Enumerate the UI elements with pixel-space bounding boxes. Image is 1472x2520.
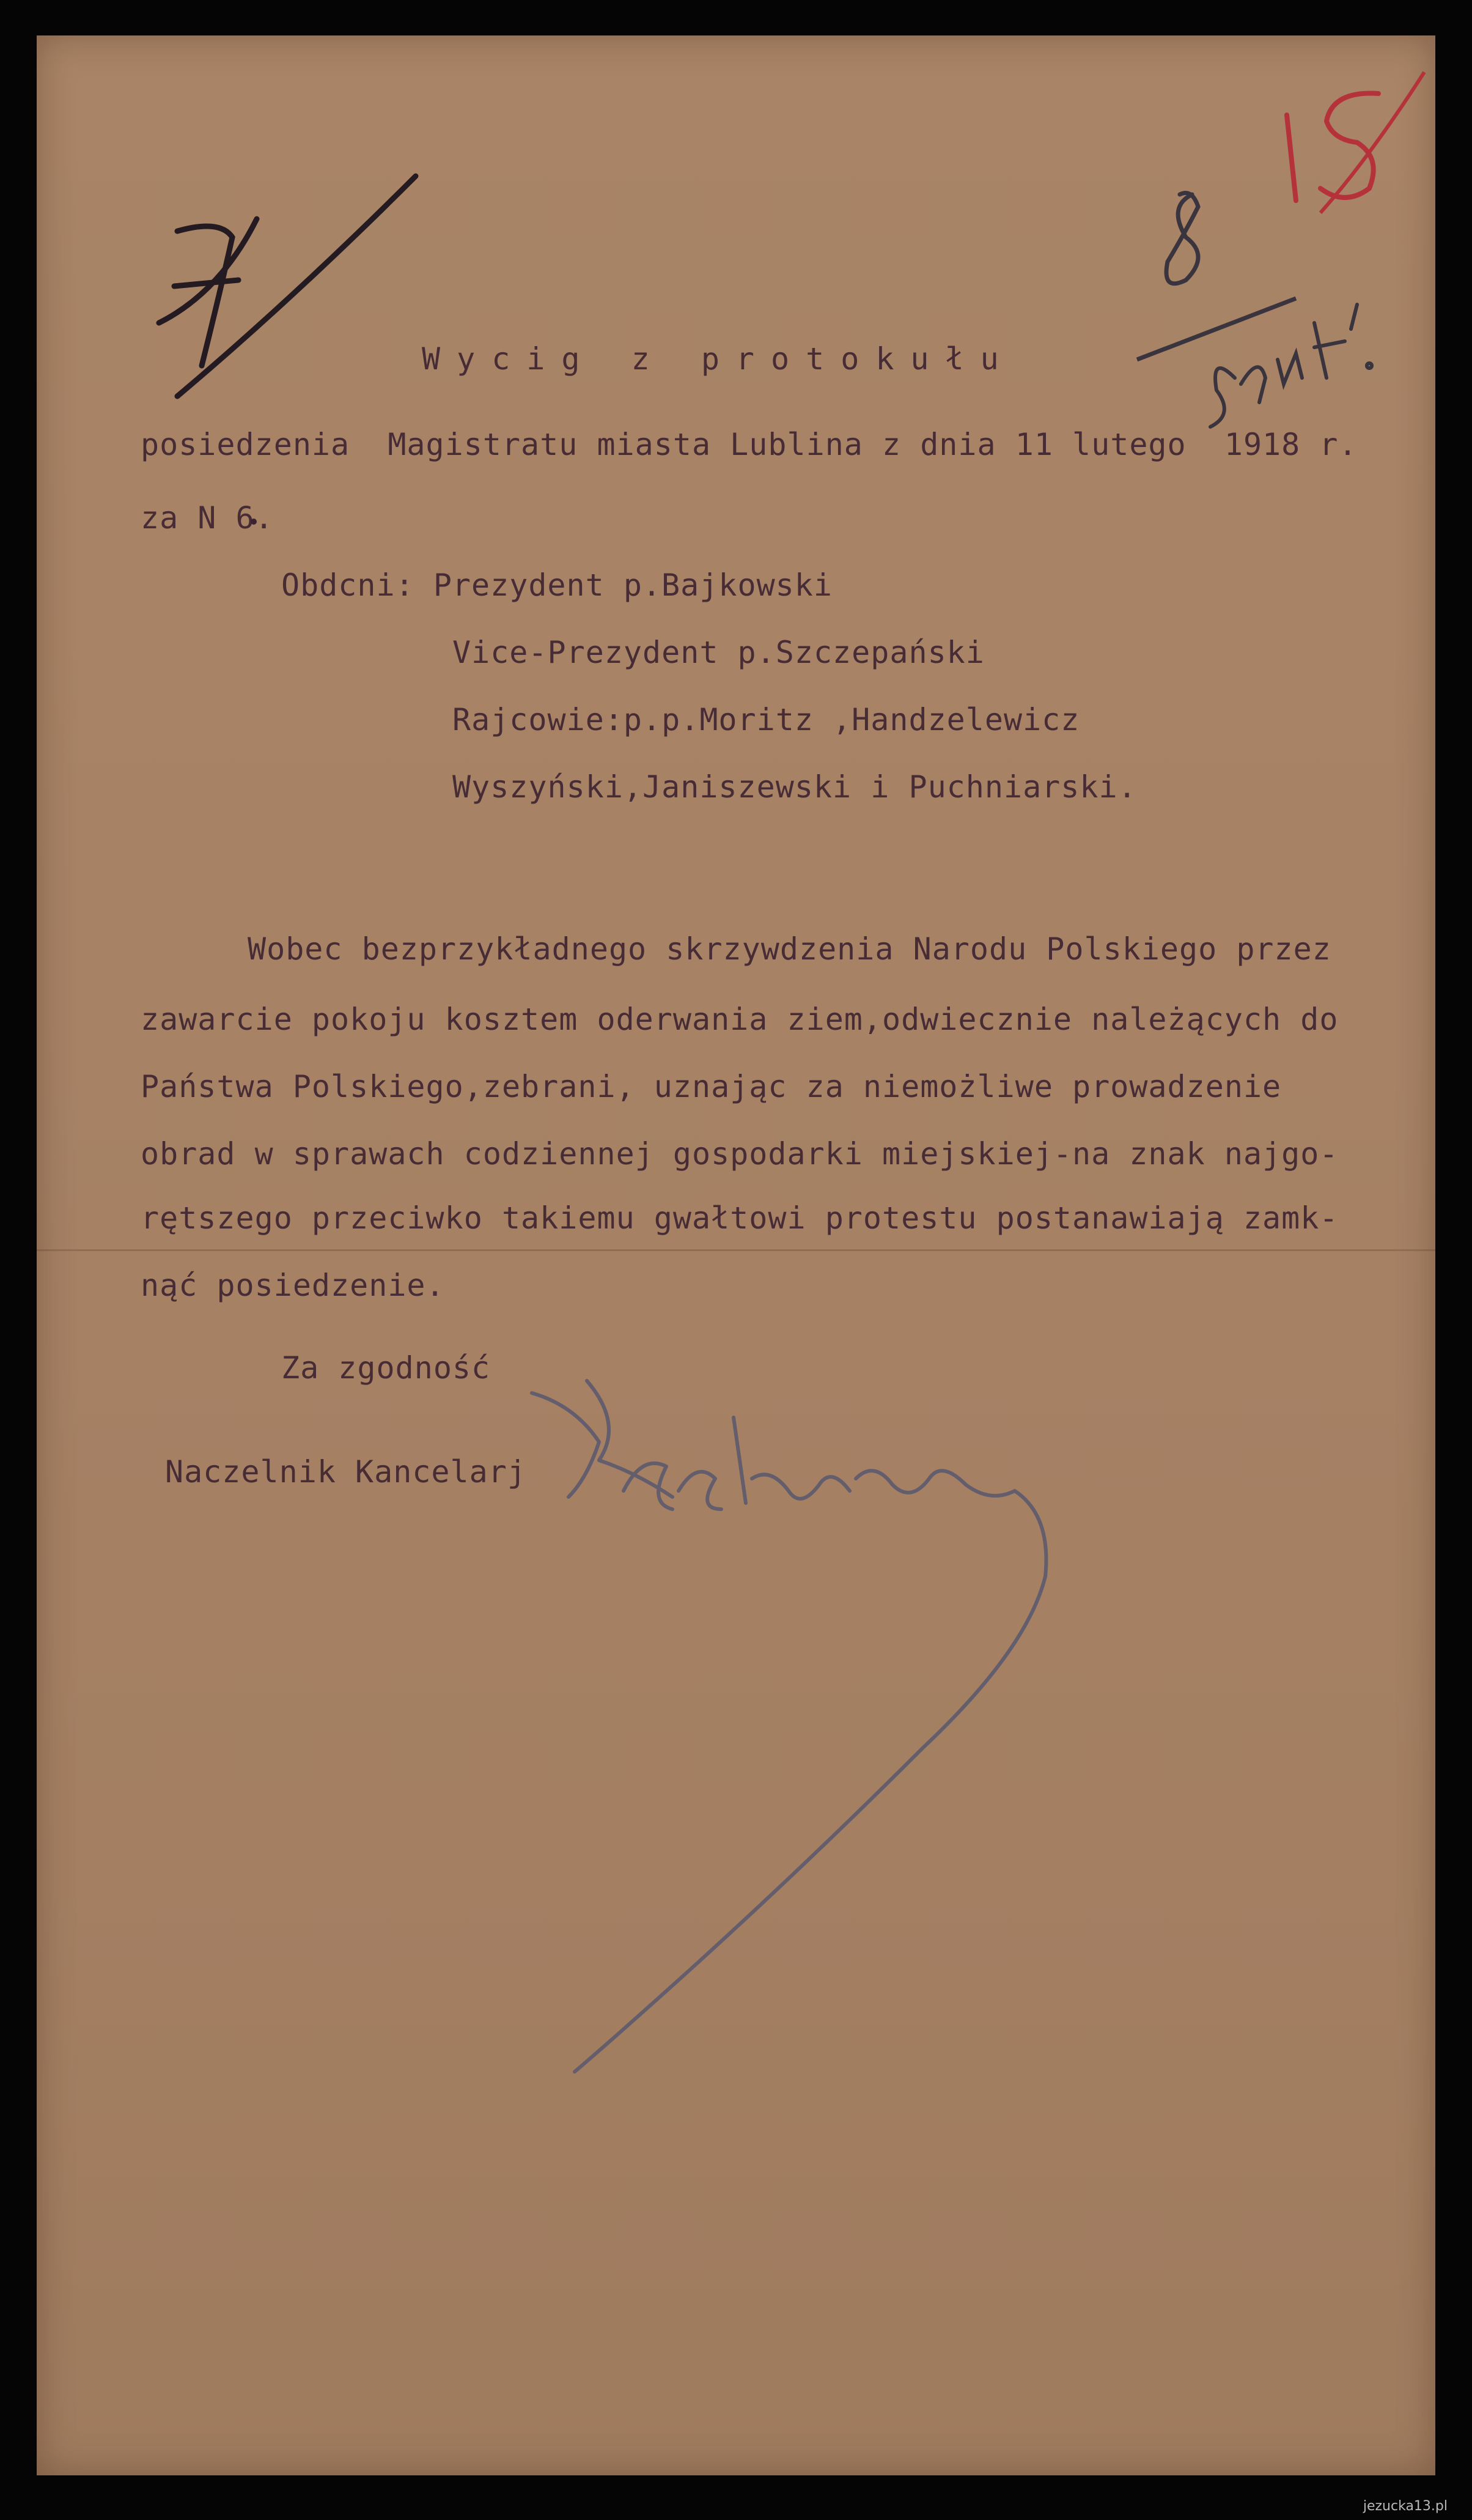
body-line: Wobec bezprzykładnego skrzywdzenia Narodu Polskiego przez xyxy=(248,931,1331,967)
body-line: obrad w sprawach codziennej gospodarki miejskiej-na znak najgo- xyxy=(141,1136,1339,1172)
body-line: rętszego przeciwko takiemu gwałtowi protestu postanawiają zamk- xyxy=(141,1200,1339,1236)
pencil-dash xyxy=(1137,298,1296,360)
attendees-line: Obdcni: Prezydent p.Bajkowski xyxy=(281,567,833,603)
body-line: Państwa Polskiego,zebrani, uznając za niemożliwe prowadzenie xyxy=(141,1069,1282,1104)
attendees-line: Wyszyński,Janiszewski i Puchniarski. xyxy=(452,769,1137,805)
attendees-line: Rajcowie:p.p.Moritz ,Handzelewicz xyxy=(452,702,1080,737)
signatory-title: Naczelnik Kancelarj xyxy=(165,1454,526,1490)
handwritten-number-8-pencil xyxy=(1166,193,1198,284)
protocol-number: za N 6. xyxy=(141,500,274,536)
watermark: jezucka13.pl xyxy=(1363,2499,1448,2514)
handwritten-number-15-red xyxy=(1287,94,1378,201)
document-page xyxy=(37,35,1435,2475)
body-line: nąć posiedzenie. xyxy=(141,1268,445,1303)
meeting-line: posiedzenia Magistratu miasta Lublina z dnia 11 lutego 1918 r. xyxy=(141,427,1358,462)
attendees-line: Vice-Prezydent p.Szczepański xyxy=(452,635,985,670)
handwritten-annotations xyxy=(37,35,1435,2475)
signature xyxy=(532,1381,1046,2072)
certification-text: Za zgodność xyxy=(281,1350,491,1386)
body-line: zawarcie pokoju kosztem oderwania ziem,odwiecznie należących do xyxy=(141,1002,1339,1037)
document-heading: Wycig z protokułu xyxy=(422,341,1015,377)
